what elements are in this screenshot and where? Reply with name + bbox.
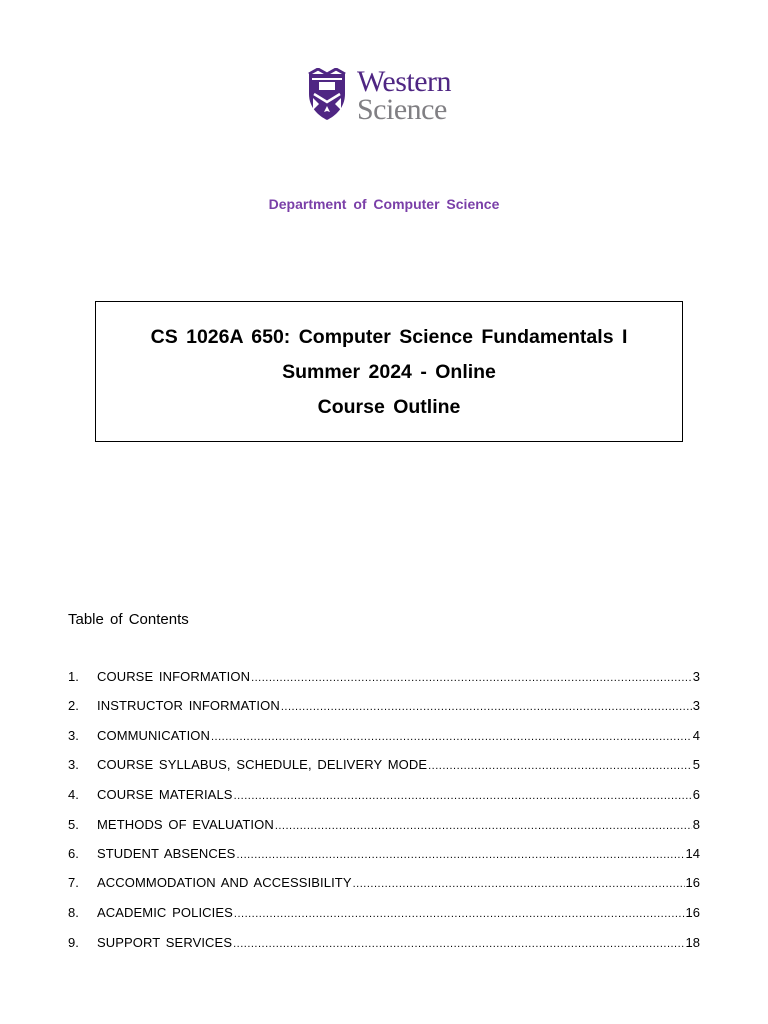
western-science-logo bbox=[305, 65, 475, 128]
toc-item-page: 6 bbox=[692, 787, 700, 802]
toc-item-title: COURSE MATERIALS bbox=[97, 787, 233, 802]
toc-item[interactable] bbox=[68, 816, 700, 834]
toc-dot-leader bbox=[211, 728, 692, 746]
toc-item[interactable] bbox=[68, 874, 700, 892]
toc-dot-leader bbox=[236, 846, 684, 864]
toc-item-title: ACCOMMODATION AND ACCESSIBILITY bbox=[97, 875, 352, 890]
toc-item-number: 3. bbox=[68, 728, 79, 743]
toc-item-number: 1. bbox=[68, 669, 79, 684]
toc-item-title: STUDENT ABSENCES bbox=[97, 846, 236, 861]
toc-item-title: ACADEMIC POLICIES bbox=[97, 905, 233, 920]
toc-item-number: 6. bbox=[68, 846, 79, 861]
toc-item-title: SUPPORT SERVICES bbox=[97, 935, 233, 950]
toc-item-page: 5 bbox=[692, 757, 700, 772]
toc-dot-leader bbox=[428, 757, 692, 775]
toc-dot-leader bbox=[353, 875, 685, 893]
toc-item-title: COURSE INFORMATION bbox=[97, 669, 251, 684]
toc-item-title: INSTRUCTOR INFORMATION bbox=[97, 698, 280, 713]
toc-item-page: 16 bbox=[685, 905, 700, 920]
toc-item-page: 16 bbox=[685, 875, 700, 890]
toc-dot-leader bbox=[234, 787, 692, 805]
logo-text-science: Science bbox=[357, 93, 447, 126]
toc-item[interactable] bbox=[68, 845, 700, 863]
toc-item[interactable] bbox=[68, 727, 700, 745]
toc-item-page: 3 bbox=[692, 669, 700, 684]
toc-item-title: COMMUNICATION bbox=[97, 728, 210, 743]
toc-item-page: 4 bbox=[692, 728, 700, 743]
toc-item-page: 8 bbox=[692, 817, 700, 832]
toc-item-page: 14 bbox=[685, 846, 700, 861]
logo-text-western: Western bbox=[357, 65, 452, 98]
toc-item-title: COURSE SYLLABUS, SCHEDULE, DELIVERY MODE bbox=[97, 757, 428, 772]
toc-dot-leader bbox=[275, 817, 692, 835]
toc-item[interactable] bbox=[68, 934, 700, 952]
toc-item-number: 3. bbox=[68, 757, 79, 772]
toc-item[interactable] bbox=[68, 756, 700, 774]
toc-item[interactable] bbox=[68, 786, 700, 804]
toc-dot-leader bbox=[233, 935, 684, 953]
toc-item-number: 8. bbox=[68, 905, 79, 920]
toc-item-page: 18 bbox=[685, 935, 700, 950]
toc-item-number: 9. bbox=[68, 935, 79, 950]
toc-item-title: METHODS OF EVALUATION bbox=[97, 817, 274, 832]
course-title: CS 1026A 650: Computer Science Fundamentals I bbox=[150, 326, 628, 348]
crest-icon bbox=[305, 68, 349, 122]
toc-item[interactable] bbox=[68, 668, 700, 686]
toc-dot-leader bbox=[281, 698, 692, 716]
toc-dot-leader bbox=[251, 669, 692, 687]
department-name: Department of Computer Science bbox=[268, 196, 500, 212]
course-title-box bbox=[95, 301, 683, 442]
toc-item-number: 5. bbox=[68, 817, 79, 832]
toc-heading: Table of Contents bbox=[68, 611, 189, 628]
toc-item[interactable] bbox=[68, 904, 700, 922]
toc-item-number: 4. bbox=[68, 787, 79, 802]
course-term: Summer 2024 - Online bbox=[282, 361, 496, 383]
toc-item-number: 2. bbox=[68, 698, 79, 713]
toc-item[interactable] bbox=[68, 697, 700, 715]
toc-dot-leader bbox=[234, 905, 685, 923]
toc-item-number: 7. bbox=[68, 875, 79, 890]
toc-item-page: 3 bbox=[692, 698, 700, 713]
course-outline-label: Course Outline bbox=[317, 396, 461, 418]
